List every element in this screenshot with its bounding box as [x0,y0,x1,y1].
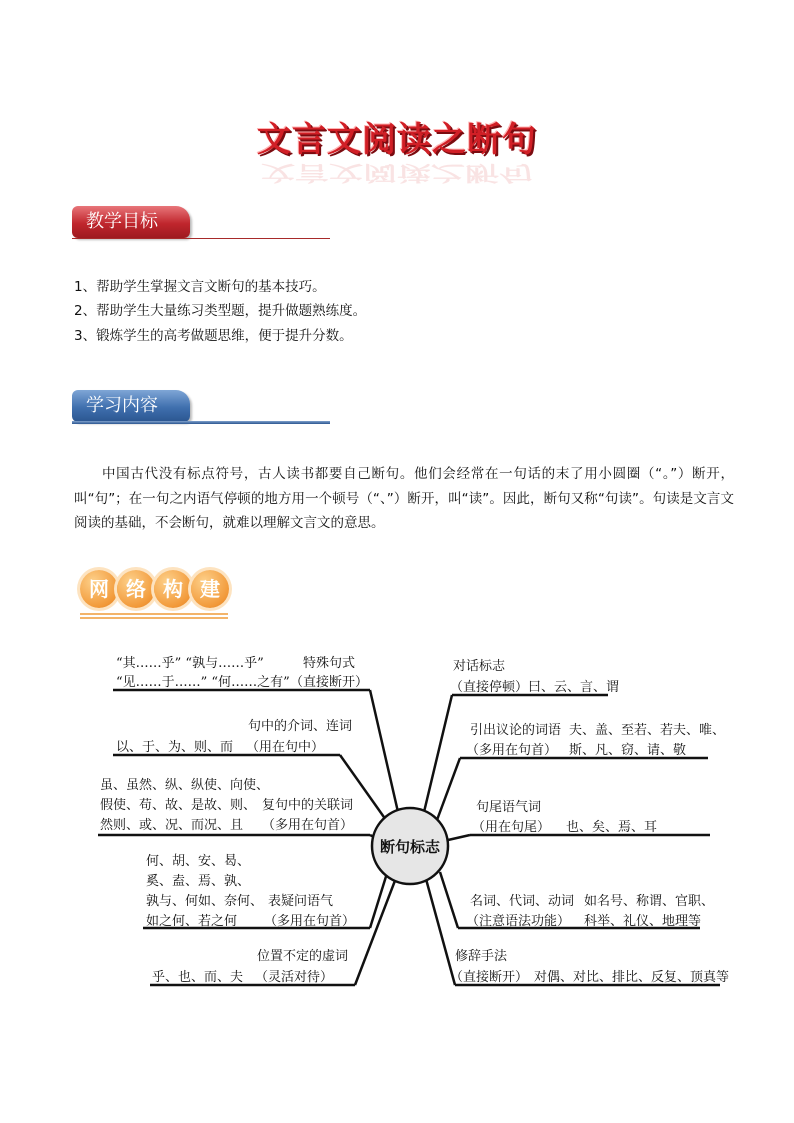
branch-label: 对话标志 [453,659,506,674]
branch-text: 虽、虽然、纵、纵使、向使、 [100,778,270,793]
branch-label: （直接断开） [450,970,529,985]
branch-text: 斯、凡、窃、请、敬 [569,743,687,758]
branch-label: 修辞手法 [455,949,508,964]
page-title-reflection: 文言文阅读之断句 [261,160,533,185]
branch-label: 名词、代词、动词 [470,894,575,909]
badge-char: 构 [154,570,192,608]
branch-text: “见……于……” “何……之有” [116,675,290,690]
branch-label: （灵活对待） [255,970,334,985]
branch-text: 如之何、若之何 [146,914,238,929]
branch-text: 也、矣、焉、耳 [566,820,658,835]
objective-item: 1、帮助学生掌握文言文断句的基本技巧。 [74,279,326,295]
badge-char: 建 [191,570,229,608]
branch-label: （用在句中） [246,740,325,755]
intro-paragraph: 中国古代没有标点符号，古人读书都要自己断句。他们会经常在一句话的末了用小圆圈（“。”）断开，叫“句”；在一句之内语气停顿的地方用一个顿号（“、”）断开，叫“读”。因此，断句又称“句读”。句读是文言文阅读的基础，不会断句，就难以理解文言文的意思。 [74,466,734,531]
branch-label: 句中的介词、连词 [248,719,353,734]
branch-label: （多用在句首） [264,914,356,929]
branch-text: 然则、或、况、而况、且 [100,818,244,833]
branch-label: （多用在句首） [262,818,354,833]
branch-text: 乎、也、而、夫 [152,970,244,985]
branch-label: 引出议论的词语 [470,723,562,738]
branch-text: 科举、礼仪、地理等 [584,914,702,929]
branch-label: 复句中的关联词 [262,798,354,813]
branch-text: 如名号、称谓、官职、 [584,894,715,909]
branch-label: 句尾语气词 [476,800,542,815]
objective-item: 2、帮助学生大量练习类型题，提升做题熟练度。 [74,303,367,319]
branch-text: 夫、盖、至若、若夫、唯、 [569,723,726,738]
objective-item: 3、锻炼学生的高考做题思维，便于提升分数。 [74,328,353,344]
branch-label: 表疑问语气 [268,894,334,909]
section-tab-label: 学习内容 [86,395,158,416]
branch-text: 奚、盍、焉、孰、 [146,874,251,889]
branch-label: （用在句尾） [472,820,551,835]
branch-text: 何、胡、安、曷、 [146,854,251,869]
branch-label: （直接断开） [290,675,369,690]
section-tab-label: 教学目标 [86,211,158,232]
mindmap-center: 断句标志 [379,838,440,856]
badge-char: 网 [80,570,118,608]
branch-text: 假使、苟、故、是故、则、 [100,798,257,813]
branch-label: 特殊句式 [303,656,356,671]
badge-char: 络 [117,570,155,608]
branch-text: “其……乎” “孰与……乎” [116,656,264,671]
branch-label: （直接停顿）曰、云、言、谓 [450,680,620,695]
branch-label: 位置不定的虚词 [257,949,349,964]
branch-label: （注意语法功能） [466,914,571,929]
branch-text: 孰与、何如、奈何、 [146,894,264,909]
page-title: 文言文阅读之断句 [257,120,537,160]
branch-label: （多用在句首） [466,743,558,758]
branch-text: 对偶、对比、排比、反复、顶真等 [534,970,730,985]
branch-text: 以、于、为、则、而 [116,740,234,755]
